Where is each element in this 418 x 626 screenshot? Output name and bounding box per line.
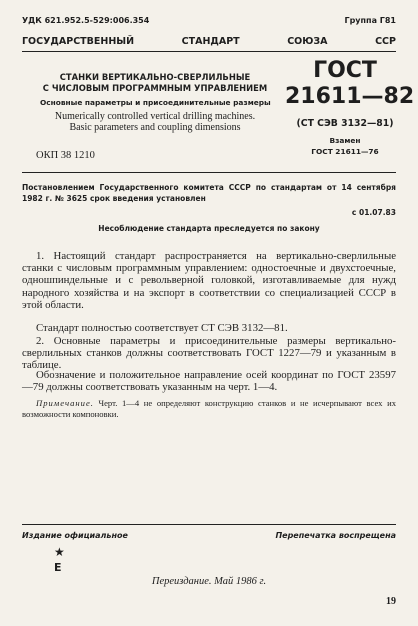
okp-code: ОКП 38 1210 xyxy=(36,150,95,161)
note-text: Черт. 1—4 не определяют конструкцию станков и не исчерпывают всех их возможности компоновки. xyxy=(22,398,396,419)
title-en-line1: Numerically controlled vertical drilling machines. xyxy=(54,111,256,122)
replaces-standard: ГОСТ 21611—76 xyxy=(311,147,379,156)
reprint-prohibited: Перепечатка воспрещена xyxy=(275,531,396,540)
gost-label: ГОСТ xyxy=(313,58,377,83)
title-ru-subtitle: Основные параметры и присоединительные размеры xyxy=(40,98,271,107)
paragraph-3: 2. Основные параметры и присоединительные размеры вертикально-сверлильных станков должны соответствовать ГОСТ 1227—79 и указанным в таблице. xyxy=(22,335,396,372)
banner-word: СОЮЗА xyxy=(287,36,328,47)
edition-letter: Е xyxy=(54,561,62,574)
replaces-label: Взамен xyxy=(329,136,361,145)
reissue-note: Переиздание. Май 1986 г. xyxy=(151,576,267,587)
title-ru-line2: С ЧИСЛОВЫМ ПРОГРАММНЫМ УПРАВЛЕНИЕМ xyxy=(42,83,268,93)
top-divider xyxy=(22,51,396,52)
gost-number: 21611—82 xyxy=(285,84,415,109)
paragraph-1: 1. Настоящий стандарт распространяется на вертикально-сверлильные станки с числовым программным управлением: одностоечные и двухстоечные, одношпиндельные и с револьверной головкой, изготавливаемые для нужд народного хозяйства и на экспорт в соответствии со специализацией СССР в этой области. xyxy=(22,250,396,311)
banner-word: СТАНДАРТ xyxy=(181,36,240,47)
star-icon: ★ xyxy=(54,545,65,559)
title-en xyxy=(30,111,280,133)
middle-divider xyxy=(22,172,396,173)
page-number: 19 xyxy=(386,596,396,607)
note-label: Примечание. xyxy=(36,398,94,408)
decree-text: Постановлением Государственного комитета СССР по стандартам от 14 сентября 1982 г. № 3625 срок введения установлен xyxy=(22,183,396,203)
title-ru-line1: СТАНКИ ВЕРТИКАЛЬНО-СВЕРЛИЛЬНЫЕ xyxy=(59,72,251,82)
banner-word: ССР xyxy=(375,36,396,47)
title-en-line2: Basic parameters and coupling dimensions xyxy=(69,122,241,133)
st-sev-reference: (СТ СЭВ 3132—81) xyxy=(296,118,394,129)
effective-date: с 01.07.83 xyxy=(351,208,396,217)
official-edition: Издание официальное xyxy=(22,531,128,540)
bottom-divider xyxy=(22,524,396,525)
udk-code: УДК 621.952.5-529:006.354 xyxy=(22,16,150,25)
law-notice: Несоблюдение стандарта преследуется по закону xyxy=(98,224,320,233)
title-ru xyxy=(40,72,270,94)
paragraph-2: Стандарт полностью соответствует СТ СЭВ 3132—81. xyxy=(36,322,288,334)
group-code: Группа Г81 xyxy=(344,16,396,25)
paragraph-4: Обозначение и положительное направление осей координат по ГОСТ 23597—79 должны соответствовать указанным на черт. 1—4. xyxy=(22,369,396,394)
note xyxy=(22,398,396,420)
state-standard-banner xyxy=(22,36,396,47)
banner-word: ГОСУДАРСТВЕННЫЙ xyxy=(22,36,135,47)
